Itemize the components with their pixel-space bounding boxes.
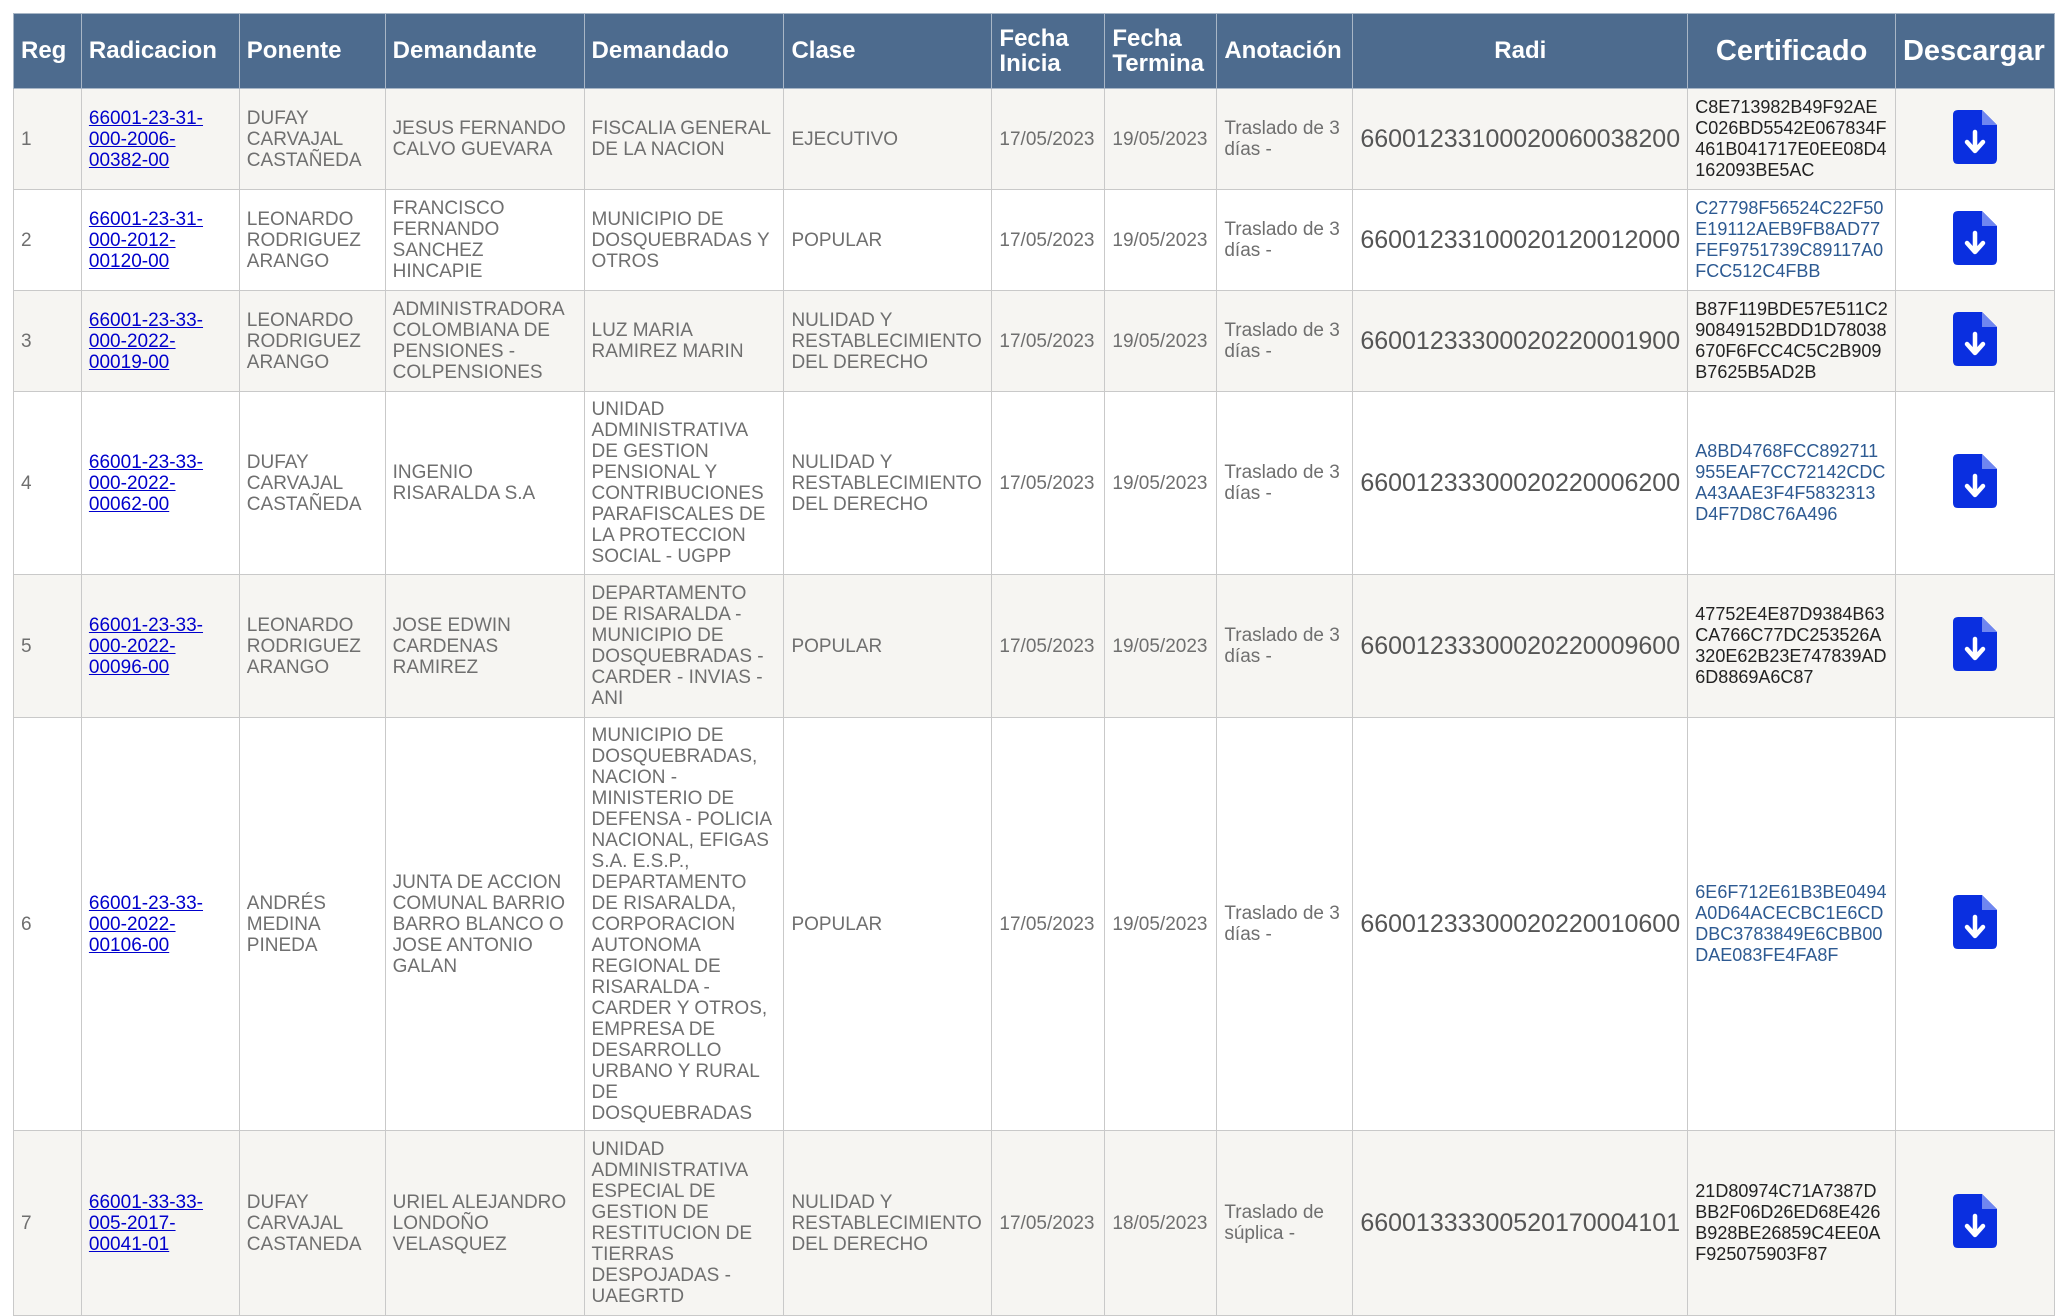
cell-radi: 66001233100020060038200	[1353, 89, 1688, 190]
radicacion-link[interactable]: 66001-33-33-005-2017-00041-01	[88, 1191, 204, 1255]
cell-ponente: LEONARDO RODRIGUEZ ARANGO	[239, 190, 385, 291]
cell-fecha-termina: 19/05/2023	[1105, 291, 1217, 392]
cell-clase: NULIDAD Y RESTABLECIMIENTO DEL DERECHO	[784, 1131, 992, 1316]
cell-demandante: URIEL ALEJANDRO LONDOÑO VELASQUEZ	[385, 1131, 584, 1316]
traslados-table	[13, 13, 2055, 1316]
cell-anotacion: Traslado de 3 días -	[1217, 190, 1353, 291]
cell-demandante: ADMINISTRADORA COLOMBIANA DE PENSIONES - COLPENSIONES	[385, 291, 584, 392]
cell-clase: POPULAR	[784, 575, 992, 718]
header-fecha-termina: Fecha Termina	[1105, 14, 1217, 89]
cell-demandado: MUNICIPIO DE DOSQUEBRADAS, NACION - MINISTERIO DE DEFENSA - POLICIA NACIONAL, EFIGAS S.A. E.S.P., DEPARTAMENTO DE RISARALDA, CORPORACION AUTONOMA REGIONAL DE RISARALDA - CARDER Y OTROS, EMPRESA DE DESARROLLO URBANO Y RURAL DE DOSQUEBRADAS	[584, 718, 784, 1131]
table-row	[14, 718, 2055, 1131]
cell-anotacion: Traslado de 3 días -	[1217, 89, 1353, 190]
cell-demandante: FRANCISCO FERNANDO SANCHEZ HINCAPIE	[385, 190, 584, 291]
cell-certificado: 47752E4E87D9384B63CA766C77DC253526A320E62B23E747839AD6D8869A6C87	[1688, 575, 1896, 718]
cell-radicacion	[81, 575, 239, 718]
cell-certificado: A8BD4768FCC892711955EAF7CC72142CDCA43AAE3F4F5832313D4F7D8C76A496	[1688, 392, 1896, 575]
cell-reg: 2	[14, 190, 82, 291]
cell-fecha-inicia: 17/05/2023	[992, 190, 1105, 291]
cell-radicacion	[81, 392, 239, 575]
cell-ponente: DUFAY CARVAJAL CASTAÑEDA	[239, 89, 385, 190]
cell-fecha-inicia: 17/05/2023	[992, 1131, 1105, 1316]
cell-radi: 66001333300520170004101	[1353, 1131, 1688, 1316]
cell-radi: 66001233100020120012000	[1353, 190, 1688, 291]
cell-radicacion	[81, 89, 239, 190]
cell-fecha-inicia: 17/05/2023	[992, 291, 1105, 392]
cell-fecha-termina: 18/05/2023	[1105, 1131, 1217, 1316]
cell-ponente: DUFAY CARVAJAL CASTANEDA	[239, 1131, 385, 1316]
cell-fecha-inicia: 17/05/2023	[992, 718, 1105, 1131]
cell-anotacion: Traslado de 3 días -	[1217, 291, 1353, 392]
cell-demandado: UNIDAD ADMINISTRATIVA DE GESTION PENSIONAL Y CONTRIBUCIONES PARAFISCALES DE LA PROTECCION SOCIAL - UGPP	[584, 392, 784, 575]
cell-radi: 66001233300020220009600	[1353, 575, 1688, 718]
header-fecha-inicia: Fecha Inicia	[992, 14, 1105, 89]
file-download-icon[interactable]	[1953, 895, 1997, 949]
cell-fecha-termina: 19/05/2023	[1105, 89, 1217, 190]
header-reg: Reg	[14, 14, 82, 89]
cell-descargar	[1895, 575, 2054, 718]
cell-ponente: ANDRÉS MEDINA PINEDA	[239, 718, 385, 1131]
radicacion-link[interactable]: 66001-23-33-000-2022-00019-00	[88, 309, 204, 373]
header-demandado: Demandado	[584, 14, 784, 89]
cell-demandante: JOSE EDWIN CARDENAS RAMIREZ	[385, 575, 584, 718]
cell-demandante: JESUS FERNANDO CALVO GUEVARA	[385, 89, 584, 190]
cell-certificado: 21D80974C71A7387DBB2F06D26ED68E426B928BE26859C4EE0AF925075903F87	[1688, 1131, 1896, 1316]
header-demandante: Demandante	[385, 14, 584, 89]
table-row	[14, 1131, 2055, 1316]
cell-certificado: C27798F56524C22F50E19112AEB9FB8AD77FEF9751739C89117A0FCC512C4FBB	[1688, 190, 1896, 291]
table-row	[14, 291, 2055, 392]
table-container	[13, 13, 2055, 1316]
header-radicacion: Radicacion	[81, 14, 239, 89]
cell-radi: 66001233300020220006200	[1353, 392, 1688, 575]
cell-fecha-termina: 19/05/2023	[1105, 392, 1217, 575]
cell-radicacion	[81, 190, 239, 291]
cell-reg: 5	[14, 575, 82, 718]
cell-clase: NULIDAD Y RESTABLECIMIENTO DEL DERECHO	[784, 392, 992, 575]
header-descargar: Descargar	[1895, 14, 2054, 89]
cell-demandado: MUNICIPIO DE DOSQUEBRADAS Y OTROS	[584, 190, 784, 291]
table-row	[14, 89, 2055, 190]
cell-anotacion: Traslado de 3 días -	[1217, 575, 1353, 718]
cell-anotacion: Traslado de súplica -	[1217, 1131, 1353, 1316]
cell-radicacion	[81, 718, 239, 1131]
file-download-icon[interactable]	[1953, 211, 1997, 265]
cell-descargar	[1895, 89, 2054, 190]
cell-radi: 66001233300020220010600	[1353, 718, 1688, 1131]
file-download-icon[interactable]	[1953, 1194, 1997, 1248]
cell-certificado: B87F119BDE57E511C290849152BDD1D78038670F6FCC4C5C2B909B7625B5AD2B	[1688, 291, 1896, 392]
cell-fecha-inicia: 17/05/2023	[992, 392, 1105, 575]
table-row	[14, 190, 2055, 291]
cell-descargar	[1895, 291, 2054, 392]
cell-reg: 1	[14, 89, 82, 190]
radicacion-link[interactable]: 66001-23-33-000-2022-00096-00	[88, 614, 204, 678]
cell-anotacion: Traslado de 3 días -	[1217, 718, 1353, 1131]
cell-demandante: JUNTA DE ACCION COMUNAL BARRIO BARRO BLANCO O JOSE ANTONIO GALAN	[385, 718, 584, 1131]
cell-ponente: DUFAY CARVAJAL CASTAÑEDA	[239, 392, 385, 575]
cell-radicacion	[81, 291, 239, 392]
radicacion-link[interactable]: 66001-23-31-000-2006-00382-00	[88, 107, 204, 171]
cell-descargar	[1895, 1131, 2054, 1316]
radicacion-link[interactable]: 66001-23-33-000-2022-00106-00	[88, 892, 204, 956]
file-download-icon[interactable]	[1953, 454, 1997, 508]
cell-descargar	[1895, 190, 2054, 291]
file-download-icon[interactable]	[1953, 110, 1997, 164]
header-anotacion: Anotación	[1217, 14, 1353, 89]
cell-fecha-inicia: 17/05/2023	[992, 575, 1105, 718]
cell-demandante: INGENIO RISARALDA S.A	[385, 392, 584, 575]
cell-fecha-termina: 19/05/2023	[1105, 718, 1217, 1131]
cell-demandado: FISCALIA GENERAL DE LA NACION	[584, 89, 784, 190]
header-row	[14, 14, 2055, 89]
table-row	[14, 575, 2055, 718]
cell-demandado: LUZ MARIA RAMIREZ MARIN	[584, 291, 784, 392]
cell-reg: 6	[14, 718, 82, 1131]
cell-demandado: DEPARTAMENTO DE RISARALDA - MUNICIPIO DE DOSQUEBRADAS - CARDER - INVIAS - ANI	[584, 575, 784, 718]
cell-clase: POPULAR	[784, 718, 992, 1131]
cell-clase: POPULAR	[784, 190, 992, 291]
cell-radicacion	[81, 1131, 239, 1316]
file-download-icon[interactable]	[1953, 617, 1997, 671]
file-download-icon[interactable]	[1953, 312, 1997, 366]
table-row	[14, 392, 2055, 575]
header-clase: Clase	[784, 14, 992, 89]
cell-anotacion: Traslado de 3 días -	[1217, 392, 1353, 575]
cell-demandado: UNIDAD ADMINISTRATIVA ESPECIAL DE GESTION DE RESTITUCION DE TIERRAS DESPOJADAS - UAEGRTD	[584, 1131, 784, 1316]
cell-fecha-inicia: 17/05/2023	[992, 89, 1105, 190]
header-ponente: Ponente	[239, 14, 385, 89]
cell-ponente: LEONARDO RODRIGUEZ ARANGO	[239, 291, 385, 392]
cell-descargar	[1895, 718, 2054, 1131]
cell-fecha-termina: 19/05/2023	[1105, 575, 1217, 718]
cell-ponente: LEONARDO RODRIGUEZ ARANGO	[239, 575, 385, 718]
cell-reg: 3	[14, 291, 82, 392]
cell-clase: NULIDAD Y RESTABLECIMIENTO DEL DERECHO	[784, 291, 992, 392]
cell-descargar	[1895, 392, 2054, 575]
header-certificado: Certificado	[1688, 14, 1896, 89]
cell-clase: EJECUTIVO	[784, 89, 992, 190]
cell-radi: 66001233300020220001900	[1353, 291, 1688, 392]
cell-certificado: 6E6F712E61B3BE0494A0D64ACECBC1E6CDDBC3783849E6CBB00DAE083FE4FA8F	[1688, 718, 1896, 1131]
cell-reg: 7	[14, 1131, 82, 1316]
radicacion-link[interactable]: 66001-23-33-000-2022-00062-00	[88, 451, 204, 515]
cell-certificado: C8E713982B49F92AEC026BD5542E067834F461B041717E0EE08D4162093BE5AC	[1688, 89, 1896, 190]
radicacion-link[interactable]: 66001-23-31-000-2012-00120-00	[88, 208, 204, 272]
header-radi: Radi	[1353, 14, 1688, 89]
cell-fecha-termina: 19/05/2023	[1105, 190, 1217, 291]
cell-reg: 4	[14, 392, 82, 575]
